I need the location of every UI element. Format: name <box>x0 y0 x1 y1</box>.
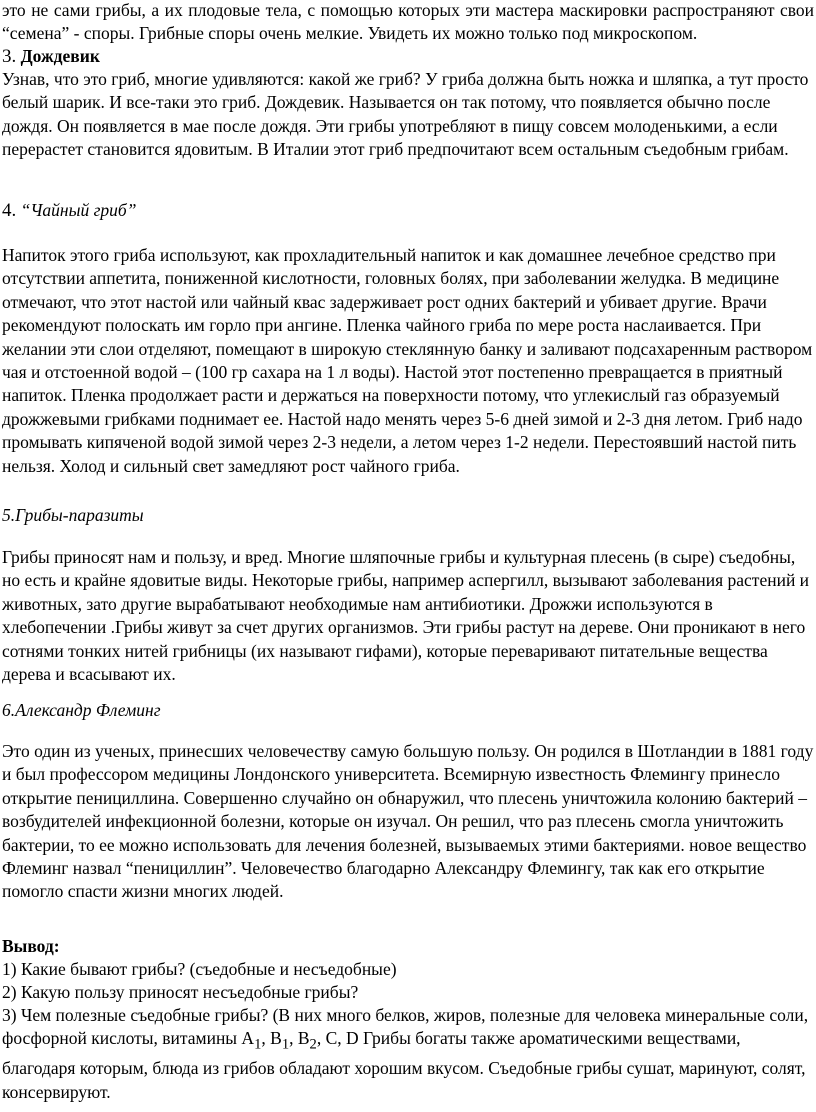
question-3-lead: 3) Чем полезные съедобные грибы? (В них много белков, жиров, полезные для человека минеральные соли, фосфорной кислоты, витамины А <box>2 1005 809 1049</box>
intro-paragraph: это не сами грибы, а их плодовые тела, с помощью которых эти мастера маскировки распространяют свои “семена” - споры. Грибные споры очень мелкие. Увидеть их можно только под микроскопом. <box>2 0 814 44</box>
conclusion-question-1: 1) Какие бывают грибы? (съедобные и несъедобные) <box>2 959 397 979</box>
section-number: 4. <box>2 200 17 221</box>
paragraph-section-4: Напиток этого гриба используют, как прохладительный напиток и как домашнее лечебное средство при отсутствии аппетита, пониженной кислотности, головных болях, при заболевании желудка. В медицине отмечают, что этот настой или чайный квас задерживает рост одних бактерий и убивает другие. Врачи рекомендуют полоскать им горло при ангине. Пленка чайного гриба по мере роста наслаивается. При желании эти слои отделяют, помещают в широкую стеклянную банку и заливают подсахаренным раствором чая и отстоенной водой – (100 гр сахара на 1 л воды). Настой этот постепенно превращается в приятный напиток. Пленка продолжает расти и держаться на поверхности потому, что углекислый газ образуемый дрожжевыми грибками поднимает ее. Настой надо менять через 5-6 дней зимой и 2-3 дня летом. Гриб надо промывать кипяченой водой зимой через 2-3 недели, а летом через 1-2 недели. Перестоявший настой пить нельзя. Холод и сильный свет замедляют рост чайного гриба. <box>2 245 813 476</box>
conclusion-question-2: 2) Какую пользу приносят несъедобные грибы? <box>2 982 359 1002</box>
section-title: “Чайный гриб” <box>20 200 137 220</box>
section-number: 3. <box>2 46 17 67</box>
paragraph-section-3: Узнав, что это гриб, многие удивляются: какой же гриб? У гриба должна быть ножка и шляпка, а тут просто белый шарик. И все-таки это гриб. Дождевик. Называется он так потому, что появляется обычно после дождя. Он появляется в мае после дождя. Эти грибы употребляют в пищу совсем молоденькими, а если перерастет становится ядовитым. В Италии этот гриб предпочитают всем остальным съедобным грибам. <box>2 69 809 160</box>
heading-section-3 <box>2 45 814 68</box>
subscript: 2 <box>309 1036 317 1053</box>
heading-section-4 <box>2 199 814 222</box>
paragraph-section-5: Грибы приносят нам и пользу, и вред. Многие шляпочные грибы и культурная плесень (в сыре) съедобны, но есть и крайне ядовитые виды. Некоторые грибы, например аспергилл, вызывают заболевания растений и животных, зато другие вырабатывают необходимые нам антибиотики. Дрожжи используются в хлебопечении .Грибы живут за счет других организмов. Эти грибы растут на дереве. Они проникают в него сотнями тонких нитей грибницы (их называют гифами), которые переваривают питательные вещества дерева и всасывают их. <box>2 547 810 685</box>
conclusion-question-3 <box>2 1004 814 1104</box>
paragraph-section-6: Это один из ученых, принесших человечеству самую большую пользу. Он родился в Шотландии в 1881 году и был профессором медицины Лондонского университета. Всемирную известность Флемингу принесло открытие пенициллина. Совершенно случайно он обнаружил, что плесень уничтожила колонию бактерий – возбудителей инфекционной болезни, которые он изучал. Он решил, что раз плесень смогла уничтожить бактерии, то ее можно использовать для лечения болезней, вызываемых этими бактериями. новое вещество Флеминг назвал “пенициллин”. Человечество благодарно Александру Флемингу, так как его открытие помогло спасти жизни многих людей. <box>2 741 814 902</box>
question-3-part: , В <box>289 1028 310 1049</box>
heading-section-5: 5.Грибы-паразиты <box>2 505 144 525</box>
subscript: 1 <box>281 1036 290 1053</box>
conclusion-title: Вывод: <box>2 936 60 956</box>
section-title: Дождевик <box>20 46 100 66</box>
question-3-tail: , С, D Грибы богаты также ароматическими веществами, благодаря которым, блюда из грибов обладают хорошим вкусом. Съедобные грибы сушат, маринуют, солят, консервируют. <box>2 1028 806 1102</box>
question-3-part: , В <box>261 1028 282 1049</box>
subscript: 1 <box>254 1036 262 1053</box>
heading-section-6: 6.Александр Флеминг <box>2 700 161 720</box>
